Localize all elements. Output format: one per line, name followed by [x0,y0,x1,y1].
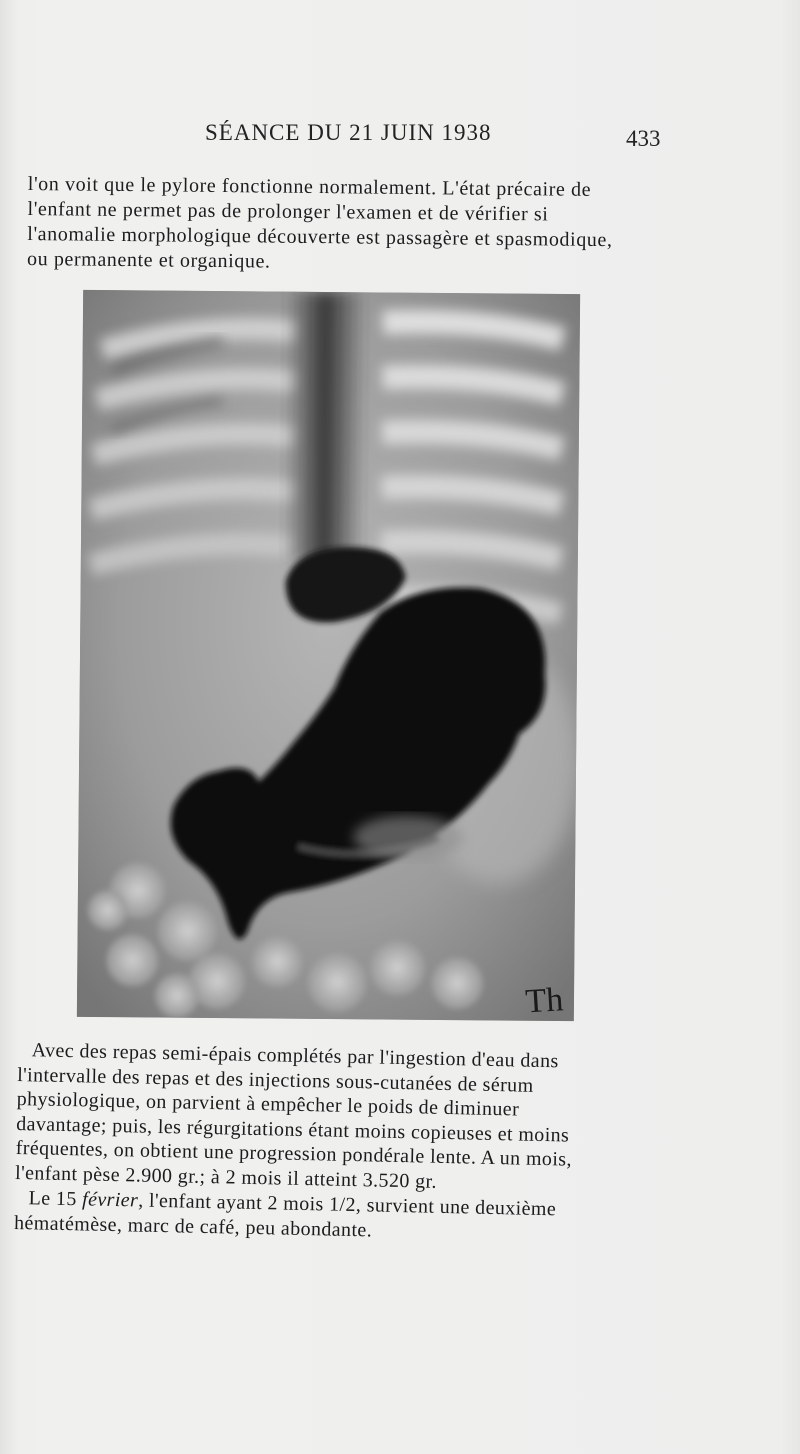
figure-corner-mark: Th [524,981,565,1021]
page-header [0,120,800,154]
paragraph-top [27,172,668,279]
xray-image [77,290,580,1021]
text-line: l'intervalle des repas et des injections sous-cutanées de sérum [17,1063,534,1097]
date-month: février [81,1188,139,1212]
paragraph-bottom [14,1038,643,1248]
text-line: ou permanente et organique. [26,247,271,273]
text-line: hématémèse, marc de café, peu abondante. [13,1211,373,1241]
text-line: l'on voit que le pylore fonctionne normalement. L'état précaire de [27,172,592,201]
text-line: l'enfant pèse 2.900 gr.; à 2 mois il atteint 3.520 gr. [14,1161,438,1193]
text-line: Avec des repas semi-épais complétés par l'ingestion d'eau dans [31,1039,559,1073]
date-prefix: Le 15 [28,1187,83,1211]
running-head [205,120,492,146]
text-line: davantage; puis, les régurgitations étant moins copieuses et moins [15,1112,570,1147]
running-head-text: SÉANCE DU 21 JUIN 1938 [205,120,492,145]
page-number: 433 [626,126,661,151]
text-line: fréquentes, on obtient une progression pondérale lente. A un mois, [15,1136,573,1171]
text-line: l'anomalie morphologique découverte est passagère et spasmodique, [27,222,613,252]
line-rest: , l'enfant ayant 2 mois 1/2, survient une deuxième [138,1189,557,1221]
text-line: physiologique, on parvient à empêcher le poids de diminuer [16,1087,520,1121]
text-line: l'enfant ne permet pas de prolonger l'examen et de vérifier si [27,197,549,226]
xray-figure [77,290,580,1021]
